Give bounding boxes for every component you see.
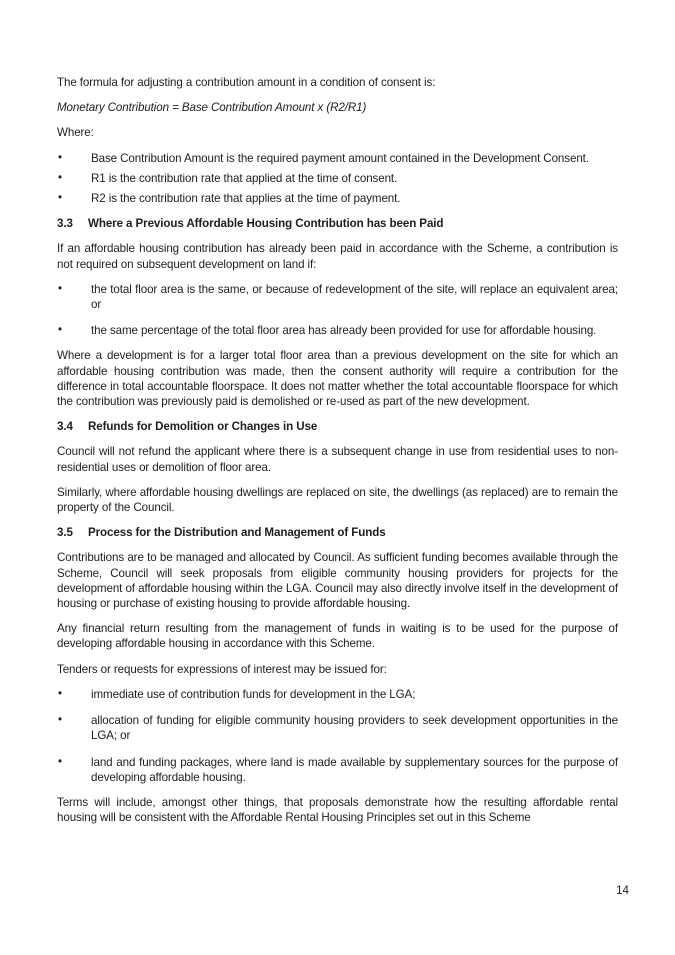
intro-bullet-list xyxy=(57,151,618,207)
bullet-item xyxy=(57,151,618,166)
bullet-marker: • xyxy=(58,191,62,205)
bullet-marker: • xyxy=(58,150,62,164)
document-content xyxy=(57,75,618,835)
bullet-marker: • xyxy=(58,170,62,184)
section-number: 3.5 xyxy=(57,526,73,540)
section-3-3-paragraph: If an affordable housing contribution has already been paid in accordance with the Scheme, a contribution is not required on subsequent development on land if: xyxy=(57,242,618,271)
bullet-marker: • xyxy=(58,686,62,700)
bullet-text: the same percentage of the total floor area has already been provided for use for affordable housing. xyxy=(91,324,597,338)
bullet-marker: • xyxy=(58,281,62,295)
bullet-marker: • xyxy=(58,323,62,337)
bullet-text: the total floor area is the same, or because of redevelopment of the site, will replace an equivalent area; or xyxy=(91,282,618,312)
section-3-3-paragraph: Where a development is for a larger total floor area than a previous development on the site for which an affordable housing contribution was made, then the consent authority will require a contribution for the difference in total accountable floorspace. It does not matter whether the total accountable floorspace for which the contribution was previously paid is demolished or re-used as part of the new development. xyxy=(57,349,618,409)
bullet-text: land and funding packages, where land is made available by supplementary sources for the purpose of developing affordable housing. xyxy=(91,755,618,784)
section-number: 3.4 xyxy=(57,420,73,434)
section-3-5-paragraph: Tenders or requests for expressions of interest may be issued for: xyxy=(57,662,387,676)
closing-paragraph: Terms will include, amongst other things, that proposals demonstrate how the resulting affordable rental housing will be consistent with the Affordable Rental Housing Principles set out in this Scheme xyxy=(57,795,618,825)
bullet-item xyxy=(57,755,618,785)
bullet-item xyxy=(57,713,618,743)
bullet-text: R2 is the contribution rate that applies at the time of payment. xyxy=(91,192,401,206)
where-label: Where: xyxy=(57,126,94,140)
bullet-text: allocation of funding for eligible community housing providers to seek development opportunities in the LGA; or xyxy=(91,714,618,743)
section-title: Where a Previous Affordable Housing Contribution has been Paid xyxy=(88,217,444,231)
section-3-5-paragraph: Contributions are to be managed and allocated by Council. As sufficient funding becomes available through the Scheme, Council will seek proposals from eligible community housing providers for projects for the development of affordable housing within the LGA. Council may also directly involve itself in the development of housing or purchase of existing housing to provide affordable housing. xyxy=(57,551,618,611)
bullet-item xyxy=(57,323,618,338)
intro-paragraph: The formula for adjusting a contribution amount in a condition of consent is: xyxy=(57,76,436,89)
section-number: 3.3 xyxy=(57,217,73,231)
section-3-5-bullet-list xyxy=(57,687,618,785)
bullet-text: R1 is the contribution rate that applied at the time of consent. xyxy=(91,171,398,185)
section-title: Process for the Distribution and Management of Funds xyxy=(88,526,386,540)
section-3-4-paragraph: Council will not refund the applicant where there is a subsequent change in use from residential uses to non-residential uses or demolition of floor area. xyxy=(57,445,618,474)
bullet-text: Base Contribution Amount is the required payment amount contained in the Development Consent. xyxy=(91,151,589,165)
bullet-item xyxy=(57,687,618,702)
bullet-item xyxy=(57,171,618,186)
bullet-marker: • xyxy=(58,713,62,727)
section-3-3-bullet-list xyxy=(57,282,618,339)
formula-line: Monetary Contribution = Base Contribution Amount x (R2/R1) xyxy=(57,101,367,115)
section-heading-3-4 xyxy=(57,419,618,434)
section-3-5-paragraph: Any financial return resulting from the management of funds in waiting is to be used for the purpose of developing affordable housing in accordance with this Scheme. xyxy=(57,622,618,651)
bullet-item xyxy=(57,191,618,206)
bullet-text: immediate use of contribution funds for development in the LGA; xyxy=(91,687,416,701)
bullet-item xyxy=(57,282,618,312)
section-3-4-paragraph: Similarly, where affordable housing dwellings are replaced on site, the dwellings (as replaced) are to remain the property of the Council. xyxy=(57,485,618,515)
bullet-marker: • xyxy=(58,754,62,768)
section-title: Refunds for Demolition or Changes in Use xyxy=(88,420,318,434)
section-heading-3-3 xyxy=(57,216,618,231)
page-number: 14 xyxy=(616,884,629,897)
section-heading-3-5 xyxy=(57,525,618,540)
